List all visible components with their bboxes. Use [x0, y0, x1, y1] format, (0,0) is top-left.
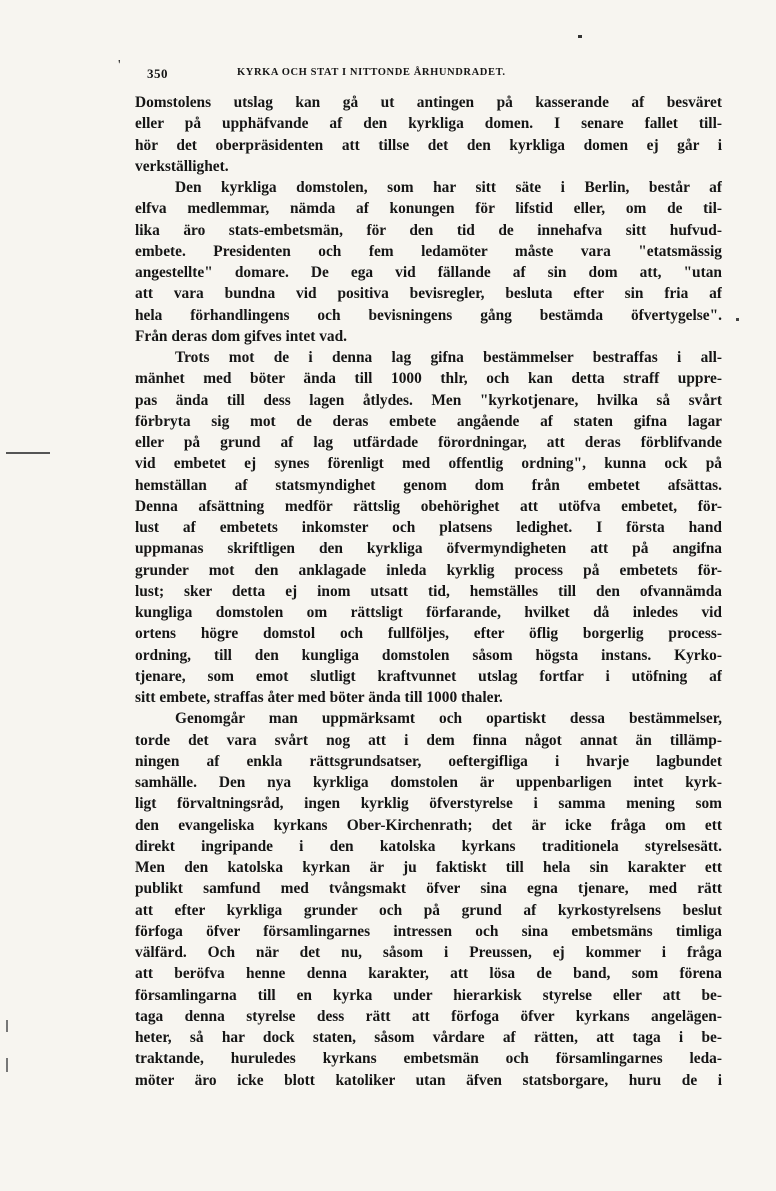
ink-speck: [578, 35, 582, 38]
text-line: församlingarna till en kyrka under hierarkisk styrelse eller att be-: [135, 986, 722, 1004]
text-line: mänhet med böter ända till 1000 thlr, och kan detta straff uppre-: [135, 370, 722, 388]
text-line: elfva medlemmar, nämda af konungen för lifstid eller, om de til-: [135, 200, 722, 218]
text-line: ligt förvaltningsråd, ingen kyrklig öfverstyrelse i samma mening som: [135, 795, 722, 813]
text-line: pas ända till dess lagen åtlydes. Men "kyrkotjenare, hvilka så svårt: [135, 391, 722, 409]
text-line: välfärd. Och när det nu, såsom i Preussen, ej kommer i fråga: [135, 944, 722, 961]
text-line: heter, så har dock staten, såsom vårdare af rätten, att taga i be-: [135, 1029, 722, 1046]
margin-dot-mark: [736, 318, 739, 321]
text-line: hemställan af statsmyndighet genom dom från embetet afsättas.: [135, 476, 722, 494]
text-line: traktande, huruledes kyrkans embetsmän och församlingarnes leda-: [135, 1050, 722, 1068]
text-line: verkställighet.: [135, 157, 229, 175]
text-line: Denna afsättning medför rättslig obehörighet att utöfva embetet, för-: [135, 497, 722, 515]
text-line: hela förhandlingens och bevisningens gång bestämda öfvertygelse".: [135, 306, 722, 324]
text-line: direkt ingripande i den katolska kyrkans traditionela styrelsesätt.: [135, 837, 722, 855]
edge-mark: [6, 1058, 8, 1072]
text-line: att efter kyrkliga grunder och på grund af kyrkostyrelsens beslut: [135, 901, 722, 919]
text-line: ordning, till den kungliga domstolen såsom högsta instans. Kyrko-: [135, 646, 722, 664]
text-line: hör det oberpräsidenten att tillse det den kyrkliga domen ej går i: [135, 136, 722, 154]
text-line: samhälle. Den nya kyrkliga domstolen är uppenbarligen intet kyrk-: [135, 774, 722, 791]
text-line: lust af embetets inkomster och platsens ledighet. I första hand: [135, 519, 722, 536]
text-line: publikt samfund med tvångsmakt öfver sina egna tjenare, med rätt: [135, 880, 722, 898]
text-line: Från deras dom gifves intet vad.: [135, 327, 348, 345]
text-line: möter äro icke blott katoliker utan äfven statsborgare, huru de i: [135, 1071, 722, 1089]
text-line: lika äro stats-embetsmän, för den tid de innehafva sitt hufvud-: [135, 221, 722, 239]
text-line: torde det vara svårt nog att i dem finna något annat än tillämp-: [135, 731, 722, 749]
text-line: vid embetet ej synes förenligt med offentlig ordning", kunna ock på: [135, 455, 722, 473]
text-line: Domstolens utslag kan gå ut antingen på kasserande af besväret: [135, 94, 722, 111]
text-line: förfoga öfver församlingarnes intressen och sina embetsmäns timliga: [135, 922, 722, 940]
body-text: [135, 92, 722, 1091]
text-line: eller på grund af lag utfärdade förordningar, att deras förblifvande: [135, 434, 722, 451]
text-line: att beröfva henne denna karakter, att lösa de band, som förena: [135, 965, 722, 983]
text-line: embete. Presidenten och fem ledamöter måste vara "etatsmässig: [135, 242, 722, 260]
text-line: förbryta sig mot de deras embete angående af staten gifna lagar: [135, 412, 722, 430]
running-head: KYRKA OCH STAT I NITTONDE ÅRHUNDRADET.: [237, 67, 506, 78]
text-line: taga denna styrelse dess rätt att förfoga öfver kyrkans angelägen-: [135, 1007, 722, 1025]
text-line: grunder mot den anklagade inleda kyrklig process på embetets för-: [135, 561, 722, 579]
text-line: uppmanas skriftligen den kyrkliga öfvermyndigheten att på angifna: [135, 540, 722, 558]
text-line: ortens högre domstol och fullföljes, efter öflig borgerlig process-: [135, 625, 722, 643]
text-line: den evangeliska kyrkans Ober-Kirchenrath; det är icke fråga om ett: [135, 816, 722, 834]
text-line: kungliga domstolen om rättsligt förfarande, hvilket då inledes vid: [135, 604, 722, 621]
text-line: angestellte" domare. De ega vid fällande af sin dom att, "utan: [135, 264, 722, 281]
edge-mark: [6, 1020, 8, 1032]
text-line: Genomgår man uppmärksamt och opartiskt dessa bestämmelser,: [175, 710, 722, 728]
margin-dash-mark: [6, 452, 50, 454]
text-line: Den kyrkliga domstolen, som har sitt säte i Berlin, består af: [175, 179, 722, 196]
text-line: Trots mot de i denna lag gifna bestämmelser bestraffas i all-: [175, 349, 722, 366]
margin-tick-mark: ': [118, 58, 121, 73]
text-line: sitt embete, straffas åter med böter ända till 1000 thaler.: [135, 689, 503, 706]
text-line: ningen af enkla rättsgrundsatser, oeftergifliga i hvarje lagbundet: [135, 752, 722, 770]
page-number: 350: [147, 66, 168, 81]
text-line: eller på upphäfvande af den kyrkliga domen. I senare fallet till-: [135, 115, 722, 133]
text-line: Men den katolska kyrkan är ju faktiskt till hela sin karakter ett: [135, 859, 722, 876]
page-header: [147, 62, 715, 84]
text-line: tjenare, som emot slutligt kraftvunnet utslag fortfar i utöfning af: [135, 667, 722, 685]
text-line: att vara bundna vid positiva bevisregler, besluta efter sin fria af: [135, 285, 722, 303]
text-line: lust; sker detta ej inom utsatt tid, hemställes till den ofvannämda: [135, 582, 722, 600]
